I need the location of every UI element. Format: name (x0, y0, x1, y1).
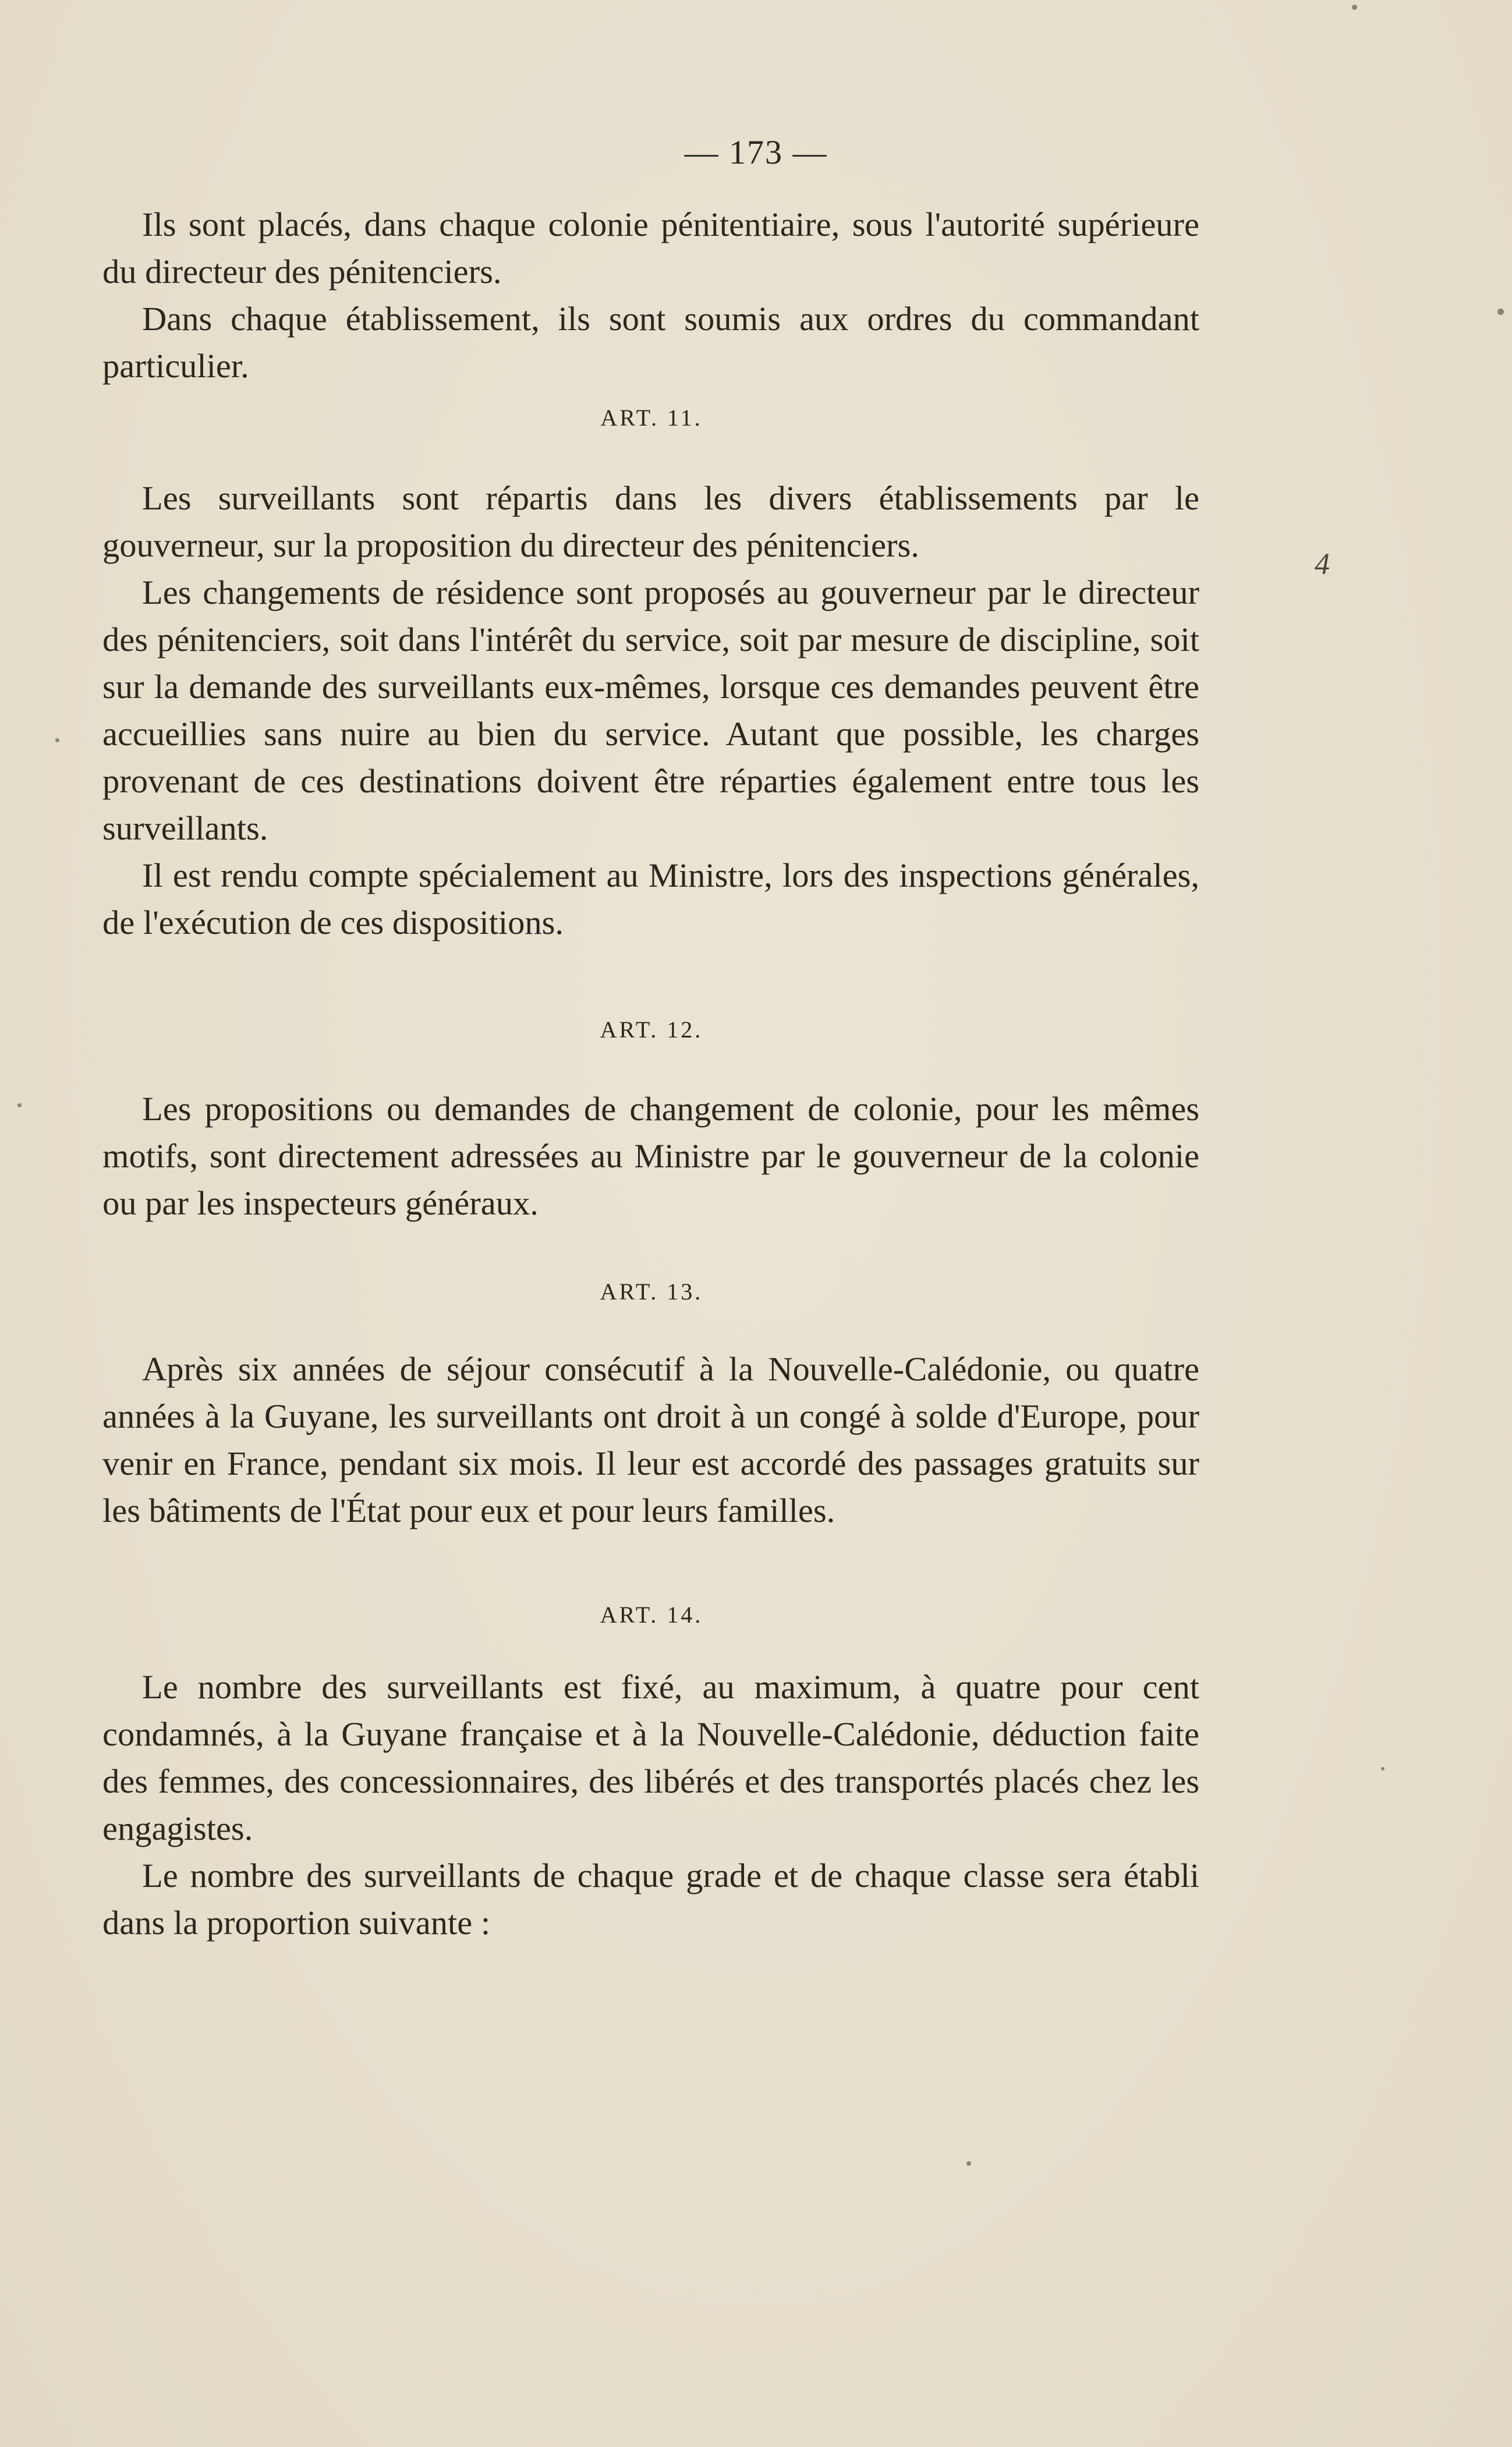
article-heading-12: ART. 12. (600, 1017, 703, 1043)
paragraph-group-1 (102, 201, 1199, 389)
paragraph-group-2 (102, 474, 1199, 946)
article-heading-13: ART. 13. (600, 1279, 703, 1305)
article-heading-11: ART. 11. (600, 405, 703, 431)
page-number: — 173 — (684, 133, 828, 171)
paragraph: Le nombre des surveillants de chaque grade et de chaque classe sera établi dans la proportion suivante : (102, 1857, 1199, 1942)
paper-speck (1381, 1767, 1384, 1770)
paragraph-group-5 (102, 1663, 1199, 1946)
paragraph-group-3 (102, 1085, 1199, 1227)
paragraph: Dans chaque établissement, ils sont soumis aux ordres du commandant particulier. (102, 300, 1199, 385)
paragraph: Les surveillants sont répartis dans les divers établissements par le gouverneur, sur la proposition du directeur des pénitenciers. (102, 479, 1199, 564)
paragraph: Les changements de résidence sont proposés au gouverneur par le directeur des pénitenciers, soit dans l'intérêt du service, soit par mesure de discipline, soit sur la demande des surveillants eux-mêmes, lorsque ces demandes peuvent être accueillies sans nuire au bien du service. Autant que possible, les charges provenant de ces destinations doivent être réparties également entre tous les surveillants. (102, 573, 1199, 847)
margin-annotation: 4 (1315, 548, 1330, 581)
paper-speck (55, 738, 59, 742)
article-heading-14: ART. 14. (600, 1602, 703, 1628)
paragraph-group-4 (102, 1345, 1199, 1534)
paragraph: Les propositions ou demandes de changement de colonie, pour les mêmes motifs, sont directement adressées au Ministre par le gouverneur de la colonie ou par les inspecteurs généraux. (102, 1090, 1199, 1222)
paper-speck (1352, 5, 1357, 10)
paragraph: Le nombre des surveillants est fixé, au maximum, à quatre pour cent condamnés, à la Guyane française et à la Nouvelle-Calédonie, déduction faite des femmes, des concessionnaires, des libérés et des transportés placés chez les engagistes. (102, 1668, 1199, 1847)
paper-speck (17, 1103, 22, 1107)
paragraph: Ils sont placés, dans chaque colonie pénitentiaire, sous l'autorité supérieure du directeur des pénitenciers. (102, 206, 1199, 291)
paper-speck (1497, 309, 1504, 315)
paper-speck (966, 2161, 971, 2166)
paragraph: Après six années de séjour consécutif à la Nouvelle-Calédonie, ou quatre années à la Guyane, les surveillants ont droit à un congé à solde d'Europe, pour venir en France, pendant six mois. Il leur est accordé des passages gratuits sur les bâtiments de l'État pour eux et pour leurs familles. (102, 1350, 1199, 1529)
paragraph: Il est rendu compte spécialement au Ministre, lors des inspections générales, de l'exécution de ces dispositions. (102, 856, 1199, 941)
